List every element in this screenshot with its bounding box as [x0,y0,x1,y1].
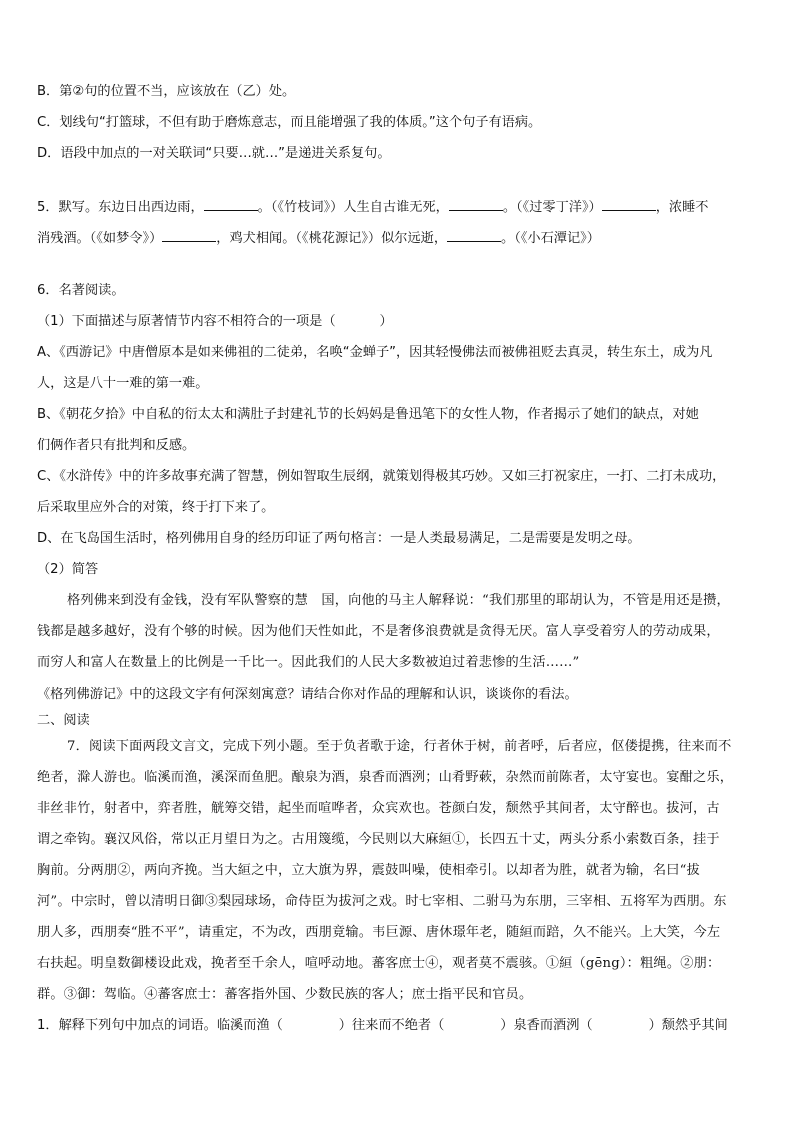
q5-text-e: 消残酒。（《如梦令》） [37,231,163,246]
option-c-line: C．划线句“打篮球，不但有助于磨炼意志，而且能增强了我的体质。”这个句子有语病。 [37,115,542,130]
question-6-2-prompt: 《格列佛游记》中的这段文字有何深刻寓意？请结合你对作品的理解和认识，谈谈你的看法。 [37,687,578,702]
passage-line-8: 右扶起。明皇数御楼设此戏，挽者至千余人，喧呼动地。蕃客庶士④，观者莫不震骇。①絙（gēng）：粗绳。②朋： [37,956,721,971]
passage-line-5: 胸前。分两朋②，两向齐挽。当大絙之中，立大旗为界，震鼓叫噪，使相牵引。以却者为胜，就者为输，名曰“拔 [37,863,700,878]
sq1-text-c: ）泉香而酒洌（ [500,1018,593,1033]
passage-line-3: 非丝非竹，射者中，弈者胜，觥筹交错，起坐而喧哗者，众宾欢也。苍颜白发，颓然乎其间者，太守醉也。拔河，古 [37,801,720,816]
option-a-line-2: 人，这是八十一难的第一难。 [37,376,209,391]
section-2-heading: 二、阅读 [37,713,90,728]
question-6-title: 6．名著阅读。 [37,283,125,298]
subquestion-1-line [37,1016,759,1036]
option-b-line: B．第②句的位置不当，应该放在（乙）处。 [37,84,296,99]
passage-line-6: 河”。中宗时，曾以清明日御③梨园球场，命侍臣为拔河之戏。时七宰相、二驸马为东朋，三宰相、五将军为西朋。东 [37,894,727,909]
answer-blank[interactable] [204,197,258,211]
passage-line-1: 7．阅读下面两段文言文，完成下列小题。至于负者歌于途，行者休于树，前者呼，后者应，伛偻提携，往来而不 [67,739,732,754]
option-a-line-1: A、《西游记》中唐僧原本是如来佛祖的二徒弟，名唤“金蝉子”，因其轻慢佛法而被佛祖贬去真灵，转生东土，成为凡 [37,345,713,360]
option-b2-line-2: 们俩作者只有批判和反感。 [37,438,196,453]
answer-blank[interactable] [602,197,656,211]
q5-text-g: 。（《小石潭记》） [501,231,600,246]
question-5-line-2 [37,228,759,249]
option-d-line: D．语段中加点的一对关联词“只要…就…”是递进关系复句。 [37,146,391,161]
sq1-text-d: ）颓然乎其间 [648,1018,728,1033]
sq1-text-a: 1．解释下列句中加点的词语。临溪而渔（ [37,1018,283,1033]
option-c2-line-2: 后采取里应外合的对策，终于打下来了。 [37,500,275,515]
passage-line-9: 群。③御：驾临。④蕃客庶士：蕃客指外国、少数民族的客人；庶士指平民和官员。 [37,987,533,1002]
q6-1-text: （1）下面描述与原著情节内容不相符合的一项是（ [37,314,336,329]
q5-text-c: 。（《过零丁洋》） [502,200,602,215]
question-6-2-title: （2）简答 [37,562,99,577]
answer-blank[interactable] [162,228,216,242]
option-d2-line: D、在飞岛国生活时，格列佛用自身的经历印证了两句格言：一是人类最易满足，二是需要是发明之母。 [37,531,641,546]
quote-line-3: 而穷人和富人在数量上的比例是一千比一。因此我们的人民大多数被迫过着悲惨的生活……” [37,655,580,670]
question-6-1-stem [37,312,759,332]
answer-blank[interactable] [447,228,501,242]
q5-text-f: ，鸡犬相闻。（《桃花源记》）似尔远逝， [216,231,448,246]
passage-line-7: 朋人多，西朋奏“胜不平”，请重定，不为改，西朋竟输。韦巨源、唐休璟年老，随絙而踣，久不能兴。上大笑，今左 [37,925,721,940]
option-c2-line-1: C、《水浒传》中的许多故事充满了智慧，例如智取生辰纲，就策划得极其巧妙。又如三打祝家庄，一打、二打未成功， [37,469,726,484]
q5-text-a: 5．默写。东边日出西边雨， [37,200,204,215]
q6-1-close-paren: ） [379,314,393,329]
passage-line-4: 谓之牵钩。襄汉风俗，常以正月望日为之。古用篾缆，今民则以大麻絙①，长四五十丈，两头分系小索数百条，挂于 [37,832,720,847]
sq1-text-b: ）往来而不绝者（ [338,1018,445,1033]
passage-line-2: 绝者，滁人游也。临溪而渔，溪深而鱼肥。酿泉为酒，泉香而酒洌；山肴野蔌，杂然而前陈者，太守宴也。宴酣之乐， [37,770,734,785]
quote-line-1: 格列佛来到没有金钱，没有军队警察的慧 国，向他的马主人解释说：“我们那里的耶胡认为，不管是用还是攒， [67,593,730,608]
answer-blank[interactable] [449,197,503,211]
q5-text-b: 。（《竹枝词》）人生自古谁无死， [257,200,449,215]
q5-text-d: ，浓睡不 [655,200,709,215]
quote-line-2: 钱都是越多越好，没有个够的时候。因为他们天性如此，不是奢侈浪费就是贪得无厌。富人享受着穷人的劳动成果， [37,624,720,639]
option-b2-line-1: B、《朝花夕拾》中自私的衍太太和满肚子封建礼节的长妈妈是鲁迅笔下的女性人物，作者揭示了她们的缺点，对她 [37,407,699,422]
question-5-line-1 [37,197,759,218]
